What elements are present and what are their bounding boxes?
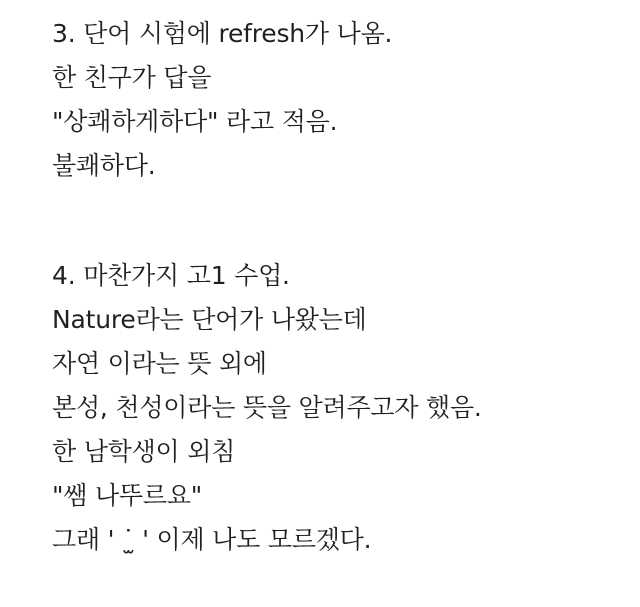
text-line: 본성, 천성이라는 뜻을 알려주고자 했음. xyxy=(52,393,482,422)
text-line: 자연 이라는 뜻 외에 xyxy=(52,349,267,378)
text-line: 그래 ' ˙̫ ' 이제 나도 모르겠다. xyxy=(52,525,372,554)
text-line: "쌤 나뚜르요" xyxy=(52,481,203,510)
text-line: 한 친구가 답을 xyxy=(52,63,212,92)
text-block-item-3 xyxy=(52,12,610,188)
text-line: 한 남학생이 외침 xyxy=(52,437,236,466)
text-line: 불쾌하다. xyxy=(52,151,156,180)
text-block-item-4 xyxy=(52,254,610,562)
text-line: Nature라는 단어가 나왔는데 xyxy=(52,305,367,334)
text-line: "상쾌하게하다" 라고 적음. xyxy=(52,107,338,136)
text-line: 3. 단어 시험에 refresh가 나옴. xyxy=(52,19,393,48)
text-line: 4. 마찬가지 고1 수업. xyxy=(52,261,290,290)
